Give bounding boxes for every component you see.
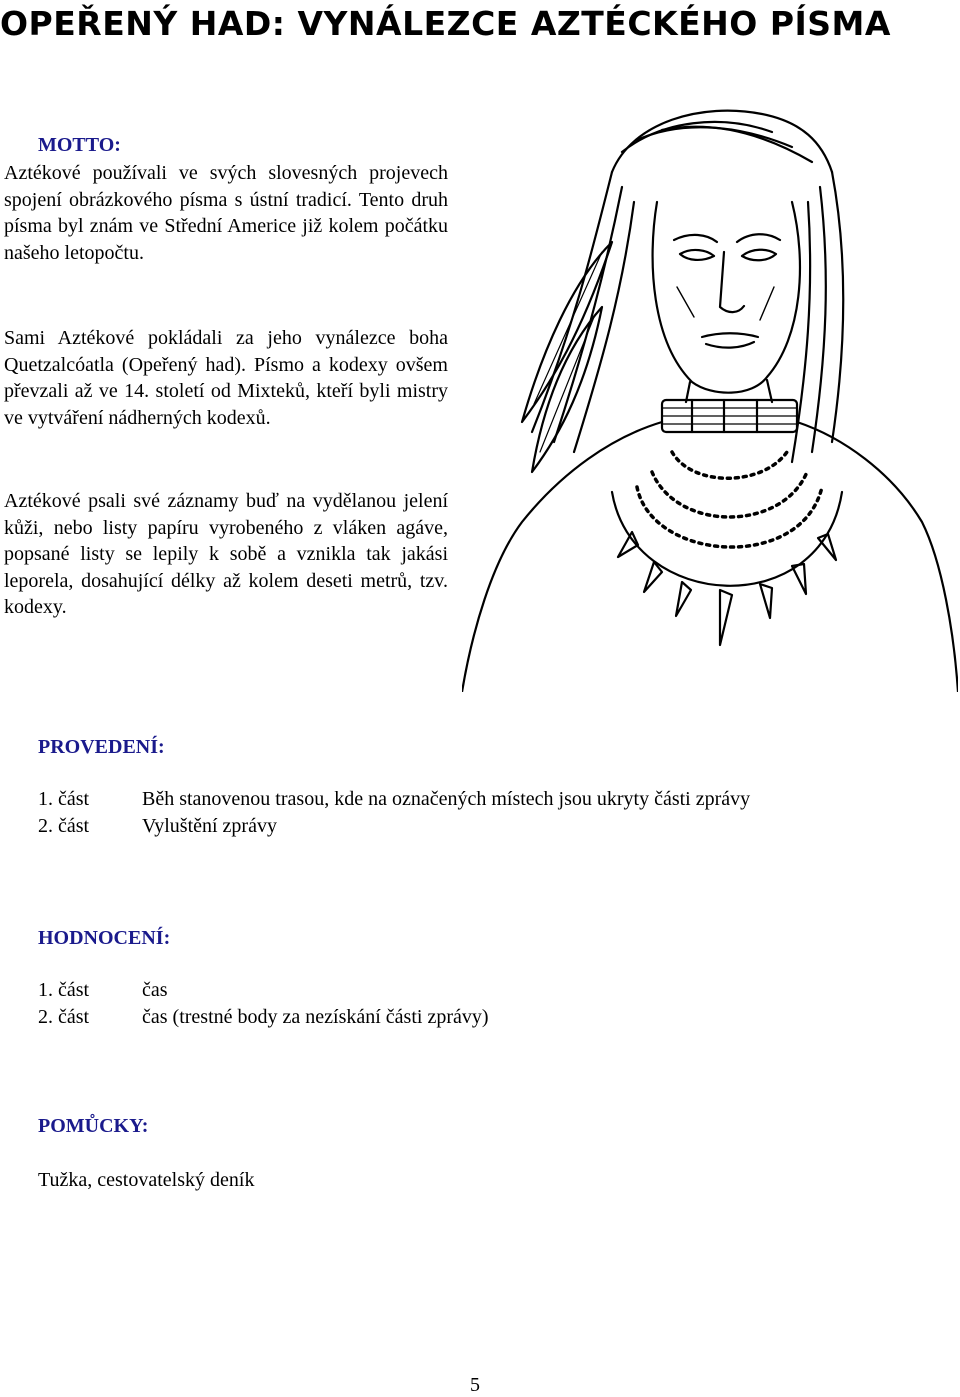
hodnoceni-row xyxy=(38,1006,489,1029)
provedeni-row-number: 2. část xyxy=(38,815,90,837)
provedeni-heading: PROVEDENÍ: xyxy=(38,736,165,758)
hodnoceni-row-text: čas (trestné body za nezískání části zprávy) xyxy=(142,1006,489,1028)
provedeni-row xyxy=(38,815,277,838)
hodnoceni-row-number: 1. část xyxy=(38,979,90,1001)
hodnoceni-row-number: 2. část xyxy=(38,1006,90,1028)
hodnoceni-row-text: čas xyxy=(142,979,168,1001)
page-number: 5 xyxy=(470,1374,480,1396)
aztec-warrior-illustration xyxy=(462,92,958,692)
page-title: OPEŘENÝ HAD: VYNÁLEZCE AZTÉCKÉHO PÍSMA xyxy=(0,4,891,43)
provedeni-row-text: Vyluštění zprávy xyxy=(142,815,277,837)
provedeni-row xyxy=(38,788,750,811)
motto-heading: MOTTO: xyxy=(38,134,121,156)
provedeni-row-text: Běh stanovenou trasou, kde na označených místech jsou ukryty části zprávy xyxy=(142,788,751,810)
pomucky-heading: POMŮCKY: xyxy=(38,1115,149,1137)
motto-paragraph-3: Aztékové psali své záznamy buď na vydělanou jelení kůži, nebo listy papíru vyrobeného z vláken agáve, popsané listy se lepily k sobě a vznikla tak jakási leporela, dosahující délky až kolem deseti metrů, tzv. kodexy. xyxy=(4,490,448,619)
motto-paragraph-1: Aztékové používali ve svých slovesných projevech spojení obrázkového písma s ústní tradicí. Tento druh písma byl znám ve Střední Americe již kolem počátku našeho letopočtu. xyxy=(4,162,448,264)
pomucky-text: Tužka, cestovatelský deník xyxy=(38,1169,255,1191)
hodnoceni-heading: HODNOCENÍ: xyxy=(38,927,171,949)
motto-paragraph-2: Sami Aztékové pokládali za jeho vynálezce boha Quetzalcóatla (Opeřený had). Písmo a kodexy ovšem převzali až ve 14. století od Mixteků, kteří byli mistry ve vytváření nádherných kodexů. xyxy=(4,327,448,429)
provedeni-row-number: 1. část xyxy=(38,788,90,810)
hodnoceni-row xyxy=(38,979,168,1002)
